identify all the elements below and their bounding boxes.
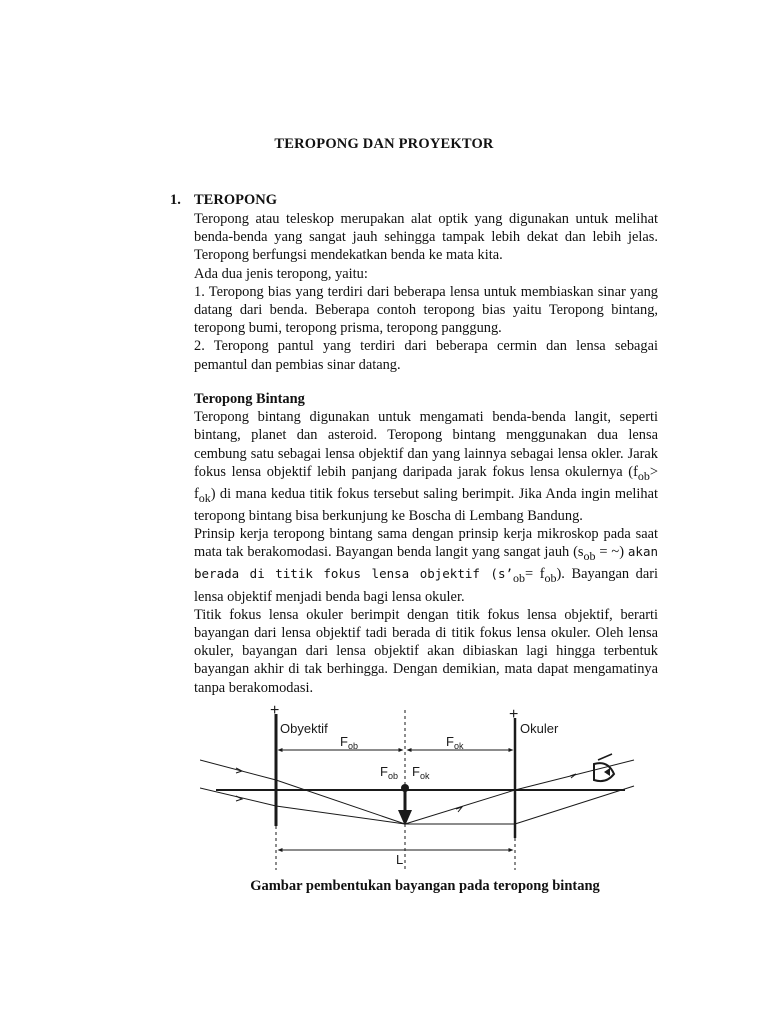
objective-label: Obyektif <box>280 721 328 736</box>
focal-ob-sub: ob <box>387 771 398 781</box>
section-heading: TEROPONG <box>194 192 277 208</box>
ray-upper-refracted <box>276 780 405 824</box>
page-title: TEROPONG DAN PROYEKTOR <box>274 136 494 152</box>
focal-ok-main: F <box>412 764 420 779</box>
ray-lower-refracted <box>276 806 405 824</box>
p2-text-c: = f <box>525 566 545 583</box>
p1-text-b: ) di mana kedua titik fokus tersebut saling berimpit. Jika Anda ingin melihat teropong bintang bisa berkunjung ke Boscha di Lembang Bandung. <box>194 485 658 524</box>
focal-ok-sub: ok <box>419 771 430 781</box>
fob-label-main: F <box>340 734 348 749</box>
intro-paragraph: Teropong atau teleskop merupakan alat optik yang digunakan untuk melihat benda-benda yang sangat jauh sehingga tampak lebih dekat dan lebih jelas. Teropong berfungsi mendekatkan benda ke mata kita. <box>194 211 658 264</box>
p1-text-mid: > f <box>194 463 658 502</box>
bintang-paragraph-1 <box>194 408 658 525</box>
eye-icon <box>598 754 612 760</box>
types-lead: Ada dua jenis teropong, yaitu: <box>194 265 368 282</box>
type-2-paragraph: 2. Teropong pantul yang terdiri dari beberapa cermin dan lensa sebagai pemantul dan pembias sinar datang. <box>194 338 658 373</box>
p2-sub-2: ob <box>513 571 525 586</box>
p2-sub-1: ob <box>583 549 596 564</box>
figure-caption: Gambar pembentukan bayangan pada teropong bintang <box>250 878 600 894</box>
eyepiece-label: Okuler <box>520 721 559 736</box>
telescope-ray-diagram <box>200 702 640 874</box>
section-number: 1. <box>170 192 181 208</box>
focal-ok-label <box>412 764 430 781</box>
plus-sign-left: + <box>270 702 280 719</box>
p1-text-a: Teropong bintang digunakan untuk mengamati benda-benda langit, seperti bintang, planet dan asteroid. Teropong bintang menggunakan dua lensa cembung satu sebagai lensa objektif dan yang lainnya sebagai lensa okler. Jarak fokus lensa objektif lebih panjang daripada jarak fokus lensa okulernya (f <box>194 409 658 480</box>
bintang-heading: Teropong Bintang <box>194 391 305 407</box>
fok-label <box>446 734 464 751</box>
bintang-paragraph-3: Titik fokus lensa okuler berimpit dengan titik fokus lensa objektif, berarti bayangan dari lensa objektif tadi berada di titik fokus lensa okuler. Oleh lensa okuler, bayangan dari lensa objektif akan dibiaskan lagi hingga terbentuk bayangan akhir di tak berhingga. Dengan demikian, mata dapat mengamatinya tanpa berakomodasi. <box>194 606 658 696</box>
ray-to-eyepiece-upper <box>405 790 515 824</box>
p1-sub-ok: ok <box>198 490 211 505</box>
p1-sub-ob: ob <box>637 468 650 483</box>
fob-label <box>340 734 358 751</box>
type-1-paragraph: 1. Teropong bias yang terdiri dari beberapa lensa untuk membiaskan sinar yang datang dari benda. Beberapa contoh teropong bias yaitu Teropong bintang, teropong bumi, teropong prisma, teropong panggung. <box>194 283 658 337</box>
fok-label-main: F <box>446 734 454 749</box>
fok-label-sub: ok <box>453 741 464 751</box>
section-bintang-body <box>194 390 658 697</box>
p2-text-a: Prinsip kerja teropong bintang sama dengan prinsip kerja mikroskop pada saat mata tak berakomodasi. Bayangan benda langit yang sangat jauh (s <box>194 526 658 561</box>
bintang-paragraph-2 <box>194 525 658 606</box>
p2-text-d: ). Bayangan dari lensa objektif menjadi benda bagi lensa okuler. <box>194 566 659 605</box>
focal-point-dot <box>401 784 409 792</box>
section-teropong-body <box>194 210 658 374</box>
focal-ob-label <box>380 764 398 781</box>
ray-emerging-lower <box>515 786 634 824</box>
p2-sub-3: ob <box>544 571 557 586</box>
focal-ob-main: F <box>380 764 388 779</box>
length-label: L <box>396 852 404 867</box>
ray-arrowhead <box>570 774 576 778</box>
eye-pupil-icon <box>604 768 610 776</box>
fob-label-sub: ob <box>347 741 358 751</box>
plus-sign-right: + <box>509 706 519 723</box>
p2-text-mono: akan berada di titik fokus lensa objektif (s’ <box>194 544 658 582</box>
ray-upper <box>200 760 276 780</box>
p2-text-b: = ~) <box>595 544 628 561</box>
